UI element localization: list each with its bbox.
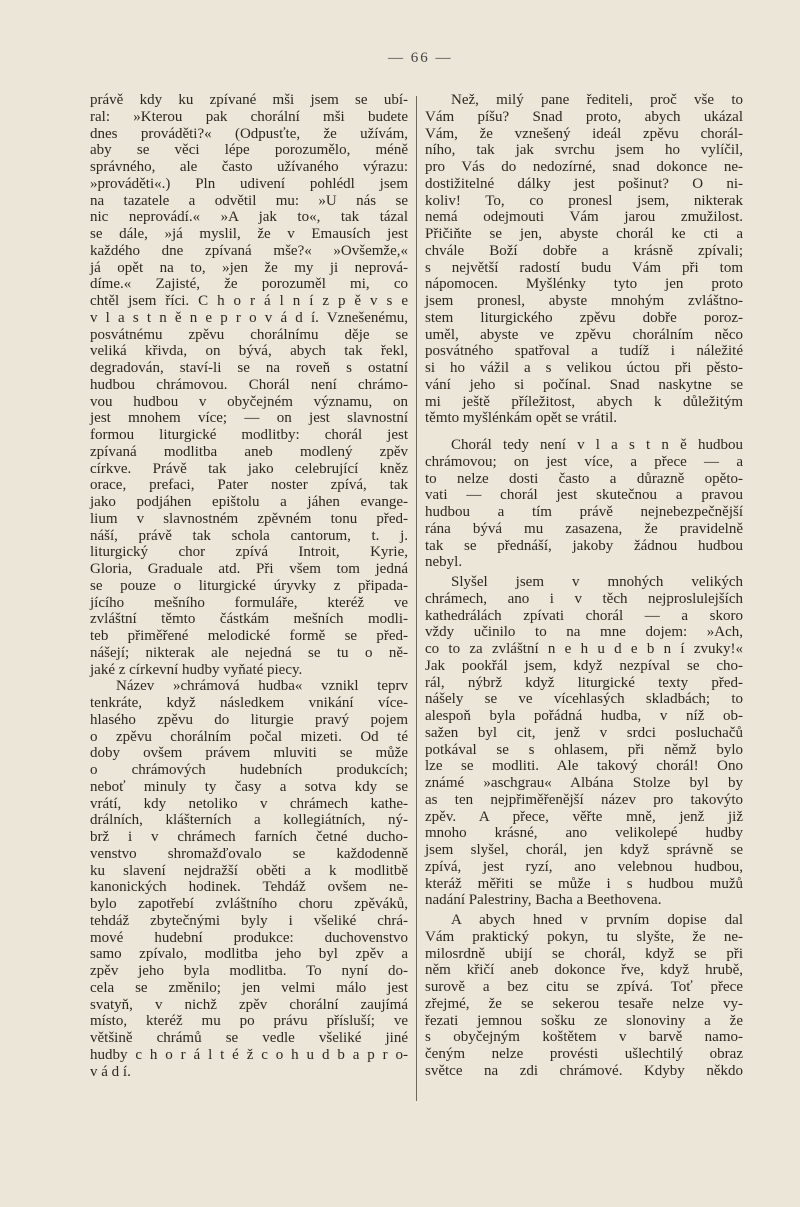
text-line: správného, ale často užívaného výrazu: [90,159,408,175]
paragraph [425,574,743,909]
text-line: těmto myšlénkám opět se vrátil. [425,410,618,427]
paragraph [90,92,408,678]
text-line: každého dne zpívaná mše?« »Ovšemže,« [90,242,408,259]
text-line: jsem slyšel, chorál, jen když správně se [425,842,743,858]
text-line: známé »aschgrau« Albána Stolze byl by [425,775,743,791]
text-line: něm křičí aneb dokonce řve, když hrubě, [425,962,743,979]
text-line: Vám píšu? Snad proto, abych ukázal [425,108,743,125]
text-line: posvátného spatřoval a tudíž i náležité [425,343,743,360]
text-line: místo, kteréž mu po právu přísluší; ve [90,1013,408,1030]
text-line: v l a s t n ě n e p r o v á d í. Vznešenému, [90,309,408,326]
text-line: nic neprovádí.« »A jak to«, tak tázal [90,209,408,226]
text-line: nadání Palestriny, Bacha a Beethovena. [425,892,662,909]
text-line: A abych hned v prvním dopise dal [451,912,743,928]
text-line: tenkráte, když následkem vnikání více- [90,695,408,711]
text-line: sažen byl cit, jenž v srdci posluchačů [425,724,743,741]
text-line: chrámech, ano i v těch nejproslulejších [425,590,743,607]
text-line: milosrdně ubijí se chorál, když se při [425,945,743,962]
text-line: většině chrámů se vedle všeliké jiné [90,1030,408,1046]
text-line: lze se modliti. Ale takový chorál! Ono [425,758,743,775]
text-line: řezati jemnou sošku ze slonoviny a že [425,1012,743,1029]
text-line: tak se přednáší, jakoby žádnou hudbou [425,537,743,554]
text-line: Než, milý pane řediteli, proč vše to [451,92,743,108]
text-line: nemá odejmouti Vám jarou zmužilost. [425,209,743,226]
text-line: rál, nýbrž když liturgické texty před- [425,674,743,691]
text-line: dnes prováděti?« (Odpusťte, že užívám, [90,125,408,142]
text-line: brž i v chrámech farních četné ducho- [90,829,408,845]
text-line: posvátnému zpěvu chorálnímu děje se [90,326,408,343]
text-line: právě kdy ku zpívané mši jsem se ubí- [90,92,408,108]
text-line: se dále, »já myslil, že v Emausích jest [90,226,408,242]
paragraph [425,437,743,571]
text-line: chrámovou; on jest více, a přece — a [425,453,743,470]
text-line: s obyčejným koštětem v barvě namo- [425,1029,743,1046]
text-line: bylo zapotřebí zvláštního choru zpěváků, [90,896,408,912]
text-line: liturgický chor zpívá Introit, Kyrie, [90,544,408,561]
text-line: hudbou a tím právě nejnebezpečnější [425,504,743,520]
page-number: — 66 — [388,50,453,66]
text-line: venstvo shromažďovalo se každodenně [90,845,408,862]
text-line: zvláštní těmto částkám mešních modli- [90,611,408,628]
text-line: pro Vás do nedozírné, snad dokonce ne- [425,159,743,175]
text-line: světce na zdi chrámové. Kdyby někdo [425,1062,743,1079]
text-line: mnoho krásné, ano velikolepé hudby [425,825,743,842]
text-line: dostižitelné dálky jest pošinut? O ni- [425,175,743,192]
text-line: vou hudbou v obyčejném významu, on [90,393,408,410]
text-line: orace, prefaci, Pater noster zpívá, tak [90,477,408,494]
paragraph [425,92,743,427]
text-line: jícího mešního formuláře, kteréž ve [90,594,408,611]
text-line: vrátí, kdy netoliko v chrámech kathe- [90,795,408,812]
text-line: náší, právě tak schola cantorum, t. j. [90,527,408,544]
text-line: doby ovšem právem mluviti se může [90,745,408,762]
text-line: aby se věci lépe porozumělo, méně [90,142,408,159]
text-line: svatyň, v nichž zpěv chorální zaujímá [90,996,408,1013]
text-line: zpěv. A přece, věřte mně, jenž již [425,808,743,825]
text-line: alespoň byla pořádná hudba, v níž ob- [425,708,743,724]
text-line: jsem pronesl, abyste mnohým zvláštno- [425,293,743,309]
text-line: zpívaná modlitba aneb modlený zpěv [90,443,408,460]
paragraph [90,678,408,1080]
text-line: hudby c h o r á l t é ž c o h u d b a p r o- [90,1046,408,1063]
text-line: ku slavení nejdražší oběti a k modlitbě [90,862,408,879]
text-line: o zpěvu chorálním počal mizeti. Od té [90,728,408,745]
text-line: uměl, abyste ve zpěvu chorálním něco [425,326,743,343]
text-line: kanonických hodinek. Tehdáž ovšem ne- [90,879,408,896]
text-line: Jak pookřál jsem, když nezpíval se cho- [425,657,743,674]
text-line: Slyšel jsem v mnohých velikých [451,574,743,590]
text-line: degradován, staví-li se na roveň s ostatní [90,360,408,376]
text-line: zpěv jeho byla modlitba. To nyní do- [90,963,408,979]
text-line: stem liturgického zpěvu dobře poroz- [425,309,743,326]
text-line: cela se změnilo; jen velmi málo jest [90,979,408,996]
text-line: zřejmé, že se sekerou tesaře nelze vy- [425,995,743,1012]
text-line: nášejí; nikterak ale nejedná se tu o ně- [90,644,408,661]
text-line: si ho vážil a s velikou úctou při pěsto- [425,360,743,376]
text-line: církve. Právě tak jako celebrující kněz [90,460,408,477]
text-line: koliv! To, co pronesl jsem, nikterak [425,192,743,209]
text-line: jaké z církevní hudby vyňaté piecy. [90,661,303,678]
text-line: Přičiňte se jen, abyste chorál ke cti a [425,226,743,242]
column-divider [416,96,417,1101]
text-line: co to za zvláštní n e h u d e b n í zvuky!« [425,641,743,657]
text-line: kathedrálách zpívati chorál — a skoro [425,607,743,624]
text-line: čeným nelze provésti ušlechtilý obraz [425,1046,743,1062]
text-line: neboť minuly ty časy a sotva kdy se [90,778,408,795]
text-line: »prováděti«.) Pln udivení pohlédl jsem [90,175,408,192]
text-line: jest mnohem více; — on jest slavnostní [90,410,408,427]
text-line: Chorál tedy není v l a s t n ě hudbou [451,437,743,453]
text-line: vání jeho si počínal. Snad naskytne se [425,376,743,393]
text-line: nápomocen. Myšlénky tyto jen proto [425,276,743,293]
text-line: chvále Boží dobře a krásně zpívali; [425,242,743,259]
text-line: potkával se s ohlasem, při němž bylo [425,741,743,758]
text-line: nebyl. [425,554,463,571]
text-line: o chrámových hudebních produkcích; [90,762,408,778]
text-line: na tazatele a odvětil mu: »U nás se [90,192,408,209]
text-line: Gloria, Graduale atd. Při všem tom jedná [90,561,408,577]
text-line: teb přiměřené melodické formě se před- [90,628,408,644]
text-line: se pouze o liturgické úryvky z připada- [90,577,408,594]
paragraph [425,912,743,1080]
text-line: vždy učinilo to na mne dojem: »Ach, [425,624,743,641]
text-line: tehdáž zbytečnými byly i všeliké chrá- [90,912,408,929]
text-line: kteráž měřiti se může i s hudbou mužů [425,875,743,892]
text-line: nášely se ve vícehlasých skladbách; to [425,691,743,708]
text-line: jako podjáhen epištolu a jáhen evange- [90,494,408,510]
text-line: mové hudební produkce: duchovenstvo [90,929,408,946]
text-line: drálních, klášterních a kollegiátních, ný- [90,812,408,829]
left-column [90,92,408,1080]
text-line: Vám praktický pokyn, tu slyšte, že ne- [425,928,743,945]
text-line: surově a bez citu se zpívá. Toť přece [425,979,743,995]
text-line: ního, tak jak svrchu jsem ho vylíčil, [425,142,743,159]
text-line: hlasého zpěvu do liturgie pravý pojem [90,711,408,728]
text-line: chtěl jsem říci. C h o r á l n í z p ě v s e [90,293,408,309]
text-line: mi ještě příležitost, abych k důležitým [425,393,743,410]
text-line: Vám, že vznešený ideál zpěvu chorál- [425,125,743,142]
text-line: Název »chrámová hudba« vznikl teprv [116,678,408,695]
text-line: zpívá, jest ryzí, ano velebnou hudbou, [425,858,743,875]
text-line: díme.« Zajisté, že porozuměl mi, co [90,276,408,293]
text-line: to nelze dosti často a důrazně opěto- [425,470,743,487]
text-line: ral: »Kterou pak chorální mši budete [90,108,408,125]
right-column [425,92,743,1080]
text-line: samo zpívalo, modlitba jeho byl zpěv a [90,946,408,963]
text-line: lium v slavnostném zpěvném tonu před- [90,510,408,527]
text-line: já opět na to, »jen že my ji neprová- [90,259,408,276]
text-line: as ten nejpřiměřenější název pro takovýto [425,791,743,808]
text-line: hudbou chrámovou. Chorál není chrámo- [90,376,408,393]
text-line: veliká křivda, on bývá, abych tak řekl, [90,343,408,360]
text-line: formou liturgické modlitby: chorál jest [90,427,408,443]
text-line: rána bývá mu zasazena, že pravidelně [425,520,743,537]
text-line: s největší radostí budu Vám při tom [425,259,743,276]
text-line: v á d í. [90,1063,131,1080]
text-line: vati — chorál jest skutečnou a pravou [425,487,743,504]
